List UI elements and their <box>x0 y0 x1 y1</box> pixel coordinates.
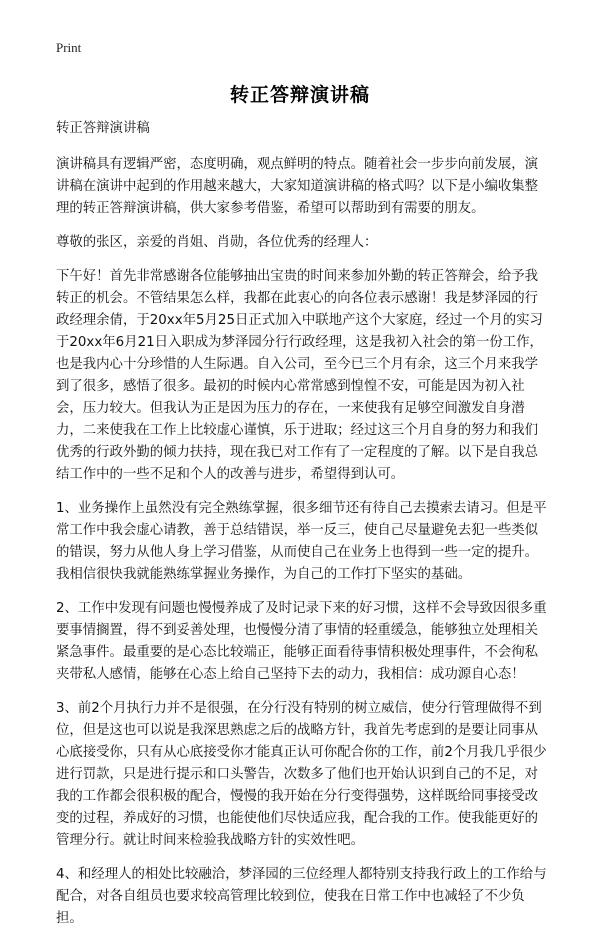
article-subtitle: 转正答辩演讲稿 <box>56 121 150 136</box>
article-body <box>56 118 550 942</box>
point-2-paragraph: 2、工作中发现有问题也慢慢养成了及时记录下来的好习惯，这样不会导致因很多重要事情搁置，得不到妥善处理，也慢慢分清了事情的轻重缓急，能够独立处理相关紧急事件。最重要的是心态比较端正，能够正面看待事情积极处理事件，不会徇私夹带私人感情，能够在心态上给自己坚持下去的动力，我相信：成功源自心态！ <box>56 601 547 682</box>
page-title: 转正答辩演讲稿 <box>229 84 370 106</box>
point-3-paragraph: 3、前2个月执行力并不是很强，在分行没有特别的树立威信，使分行管理做得不到位，但是这也可以说是我深思熟虑之后的战略方针，我首先考虑到的是要让同事从心底接受你，只有从心底接受你才能真正认可你配合你的工作，前2个月我几乎很少进行罚款，只是进行提示和口头警告，次数多了他们也开始认识到自己的不足，对我的工作都会很积极的配合，慢慢的我开始在分行变得强势，这样既给同事接受改变的过程，养成好的习惯，也能使他们尽快适应我，配合我的工作。使我能更好的管理分行。就让时间来检验我战略方针的实效性吧。 <box>56 701 547 848</box>
intro-paragraph: 演讲稿具有逻辑严密，态度明确，观点鲜明的特点。随着社会一步步向前发展，演讲稿在演讲中起到的作用越来越大，大家知道演讲稿的格式吗？以下是小编收集整理的转正答辩演讲稿，供大家参考借鉴，希望可以帮助到有需要的朋友。 <box>56 157 539 216</box>
point-4-paragraph: 4、和经理人的相处比较融洽，梦泽园的三位经理人都特别支持我行政上的工作给与配合，对各自组员也要求较高管理比较到位，使我在日常工作中也减轻了不少负担。 <box>56 867 547 926</box>
opening-paragraph: 下午好！首先非常感谢各位能够抽出宝贵的时间来参加外勤的转正答辩会，给予我转正的机会。不管结果怎么样，我都在此衷心的向各位表示感谢！我是梦泽园的行政经理余倩，于20xx年5月25日正式加入中联地产这个大家庭，经过一个月的实习于20xx年6月21日入职成为梦泽园分行行政经理，这是我初入社会的第一份工作，也是我内心十分珍惜的人生际遇。自入公司，至今已三个月有余，这三个月来我学到了很多，感悟了很多。最初的时候内心常常感到惶惶不安，可能是因为初入社会，压力较大。但我认为正是因为压力的存在，一来使我有足够空间激发自身潜力，二来使我在工作上比较虚心谨慎，乐于进取；经过这三个月自身的努力和我们优秀的行政外勤的倾力扶持，现在我已对工作有了一定程度的了解。以下是自我总结工作中的一些不足和个人的改善与进步，希望得到认可。 <box>56 269 543 482</box>
point-1-paragraph: 1、业务操作上虽然没有完全熟练掌握，很多细节还有待自己去摸索去请习。但是平常工作中我会虚心请教，善于总结错误，举一反三，使自己尽量避免去犯一些类似的错误，努力从他人身上学习借鉴，从而使自己在业务上也得到一些一定的提升。我相信很快我就能熟练掌握业务操作，为自己的工作打下坚实的基础。 <box>56 501 547 582</box>
salutation-paragraph: 尊敬的张区，亲爱的肖姐、肖勋，各位优秀的经理人： <box>56 235 378 250</box>
print-link[interactable]: Print <box>56 40 82 55</box>
